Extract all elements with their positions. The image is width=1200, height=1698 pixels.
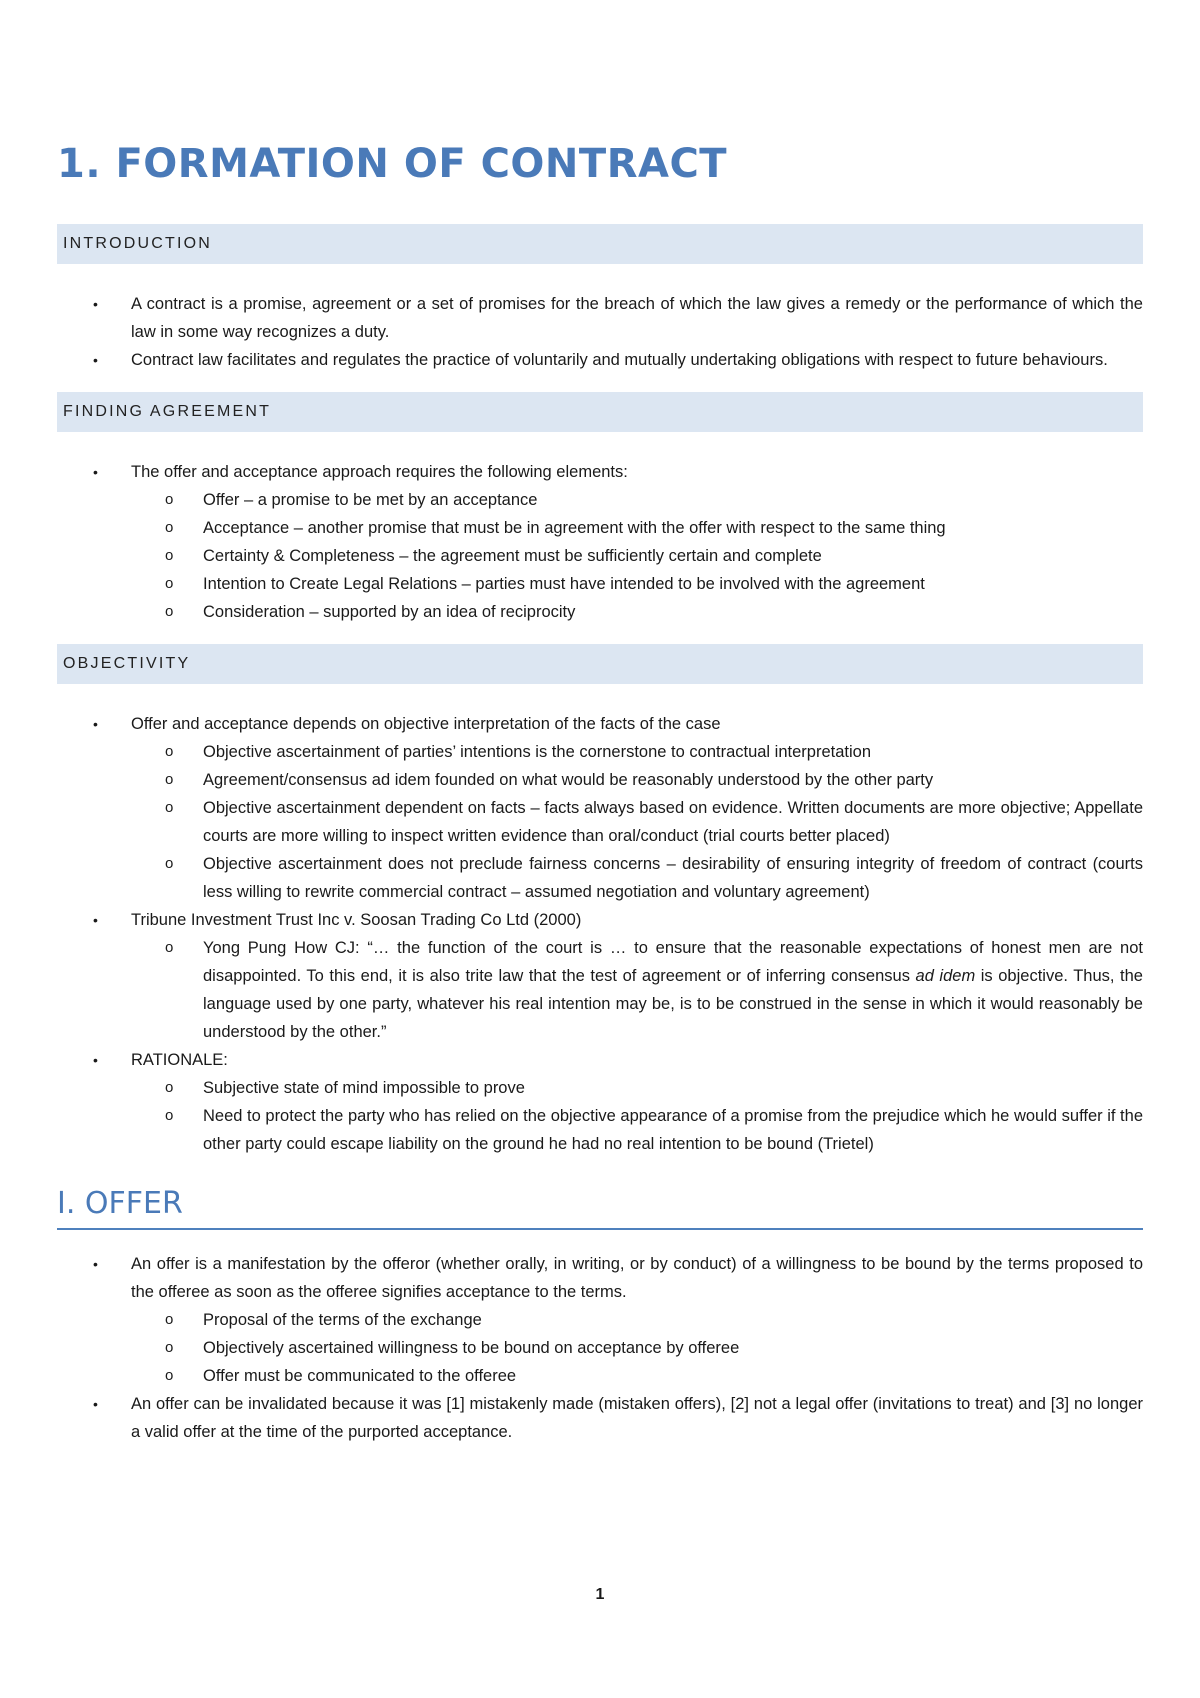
sublist-item: o Offer – a promise to be met by an acceptance [57,486,1143,514]
rationale-sublist [131,1074,1143,1158]
page-title: 1. FORMATION OF CONTRACT [57,141,728,187]
introduction-list [57,290,1143,374]
quote-item: o Yong Pung How CJ: “… the function of the court is … to ensure that the reasonable expectations of honest men are not disappointed. To this end, it is also trite law that the test of agreement or of inferring consensus ad idem is objective. Thus, the language used by one party, whatever his real intention may be, is to be construed in the sense in which it would reasonably be understood by the other.” [57,934,1143,1046]
sublist-item: o Consideration – supported by an idea of reciprocity [57,598,1143,626]
bullet-icon: • [93,296,98,312]
sub-bullet-icon: o [165,491,174,508]
part-heading-offer: I. OFFER [57,1184,1143,1230]
sub-bullet-icon: o [165,1339,174,1356]
sublist-item: o Subjective state of mind impossible to prove [57,1074,1143,1102]
list-item [57,1046,1143,1158]
list-item: • The offer and acceptance approach requires the following elements: o Offer – a promise to be met by an acceptance o Acceptance – another promise that must be in agreement with the offer with respect to the same thing o Certainty & Completeness – the agreement must be sufficiently certain and complete o Intention to Create Legal Relations – parties must have intended to be involved with the agreement o Consideration – supported by an idea of reciprocity [57,458,1143,626]
list-item: • An offer can be invalidated because it was [1] mistakenly made (mistaken offers), [2] not a legal offer (invitations to treat) and [3] no longer a valid offer at the time of the purported acceptance. [57,1390,1143,1446]
sublist-item: o Need to protect the party who has relied on the objective appearance of a promise from the prejudice which he would suffer if the other party could escape liability on the ground he had no real intention to be bound (Trietel) [57,1102,1143,1158]
sublist-item: o Offer must be communicated to the offeree [57,1362,1143,1390]
case-sublist [131,934,1143,1046]
sub-bullet-icon: o [165,547,174,564]
rationale-label: RATIONALE: [131,1051,228,1069]
bullet-icon: • [93,1396,98,1412]
objectivity-list [57,710,1143,1158]
sublist-item: o Objective ascertainment dependent on facts – facts always based on evidence. Written documents are more objective; Appellate courts are more willing to inspect written evidence than oral/conduct (trial courts better placed) [57,794,1143,850]
latin-term: ad idem [915,967,976,985]
sublist-item: o Acceptance – another promise that must be in agreement with the offer with respect to the same thing [57,514,1143,542]
sub-bullet-icon: o [165,1079,174,1096]
element-sublist [131,486,1143,626]
sub-bullet-icon: o [165,855,174,872]
sub-bullet-icon: o [165,519,174,536]
sub-bullet-icon: o [165,575,174,592]
bullet-icon: • [93,352,98,368]
page-number: 1 [595,1586,605,1603]
section-heading-introduction: INTRODUCTION [57,224,1143,264]
section-heading-objectivity: OBJECTIVITY [57,644,1143,684]
offer-sublist [131,1306,1143,1390]
finding-agreement-list [57,458,1143,626]
list-item: • A contract is a promise, agreement or a set of promises for the breach of which the law gives a remedy or the performance of which the law in some way recognizes a duty. [57,290,1143,346]
sub-bullet-icon: o [165,603,174,620]
bullet-icon: • [93,464,98,480]
list-item: • Contract law facilitates and regulates the practice of voluntarily and mutually undertaking obligations with respect to future behaviours. [57,346,1143,374]
sublist-item: o Certainty & Completeness – the agreement must be sufficiently certain and complete [57,542,1143,570]
sub-bullet-icon: o [165,771,174,788]
sublist-item: o Proposal of the terms of the exchange [57,1306,1143,1334]
objectivity-sublist [131,738,1143,906]
sub-bullet-icon: o [165,743,174,760]
sublist-item: o Objective ascertainment of parties’ intentions is the cornerstone to contractual interpretation [57,738,1143,766]
section-heading-finding-agreement: FINDING AGREEMENT [57,392,1143,432]
sub-bullet-icon: o [165,1311,174,1328]
sub-bullet-icon: o [165,1367,174,1384]
bullet-icon: • [93,716,98,732]
sublist-item: o Agreement/consensus ad idem founded on what would be reasonably understood by the other party [57,766,1143,794]
sublist-item: o Objective ascertainment does not preclude fairness concerns – desirability of ensuring integrity of freedom of contract (courts less willing to rewrite commercial contract – assumed negotiation and voluntary agreement) [57,850,1143,906]
bullet-icon: • [93,1052,98,1068]
offer-list [57,1250,1143,1446]
sublist-item: o Intention to Create Legal Relations – parties must have intended to be involved with the agreement [57,570,1143,598]
document-page [57,0,1143,1446]
list-item: • An offer is a manifestation by the offeror (whether orally, in writing, or by conduct) of a willingness to be bound by the terms proposed to the offeree as soon as the offeree signifies acceptance to the terms. o Proposal of the terms of the exchange o Objectively ascertained willingness to be bound on acceptance by offeree o Offer must be communicated to the offeree [57,1250,1143,1390]
list-item [57,906,1143,1046]
sub-bullet-icon: o [165,939,174,956]
list-item: • Offer and acceptance depends on objective interpretation of the facts of the case o Objective ascertainment of parties’ intentions is the cornerstone to contractual interpretation o Agreement/consensus ad idem founded on what would be reasonably understood by the other party o Objective ascertainment dependent on facts – facts always based on evidence. Written documents are more objective; Appellate courts are more willing to inspect written evidence than oral/conduct (trial courts better placed) o Objective ascertainment does not preclude fairness concerns – desirability of ensuring integrity of freedom of contract (courts less willing to rewrite commercial contract – assumed negotiation and voluntary agreement) [57,710,1143,906]
sublist-item: o Objectively ascertained willingness to be bound on acceptance by offeree [57,1334,1143,1362]
sub-bullet-icon: o [165,1107,174,1124]
bullet-icon: • [93,1256,98,1272]
case-citation: Tribune Investment Trust Inc v. Soosan Trading Co Ltd (2000) [131,911,582,929]
bullet-icon: • [93,912,98,928]
sub-bullet-icon: o [165,799,174,816]
